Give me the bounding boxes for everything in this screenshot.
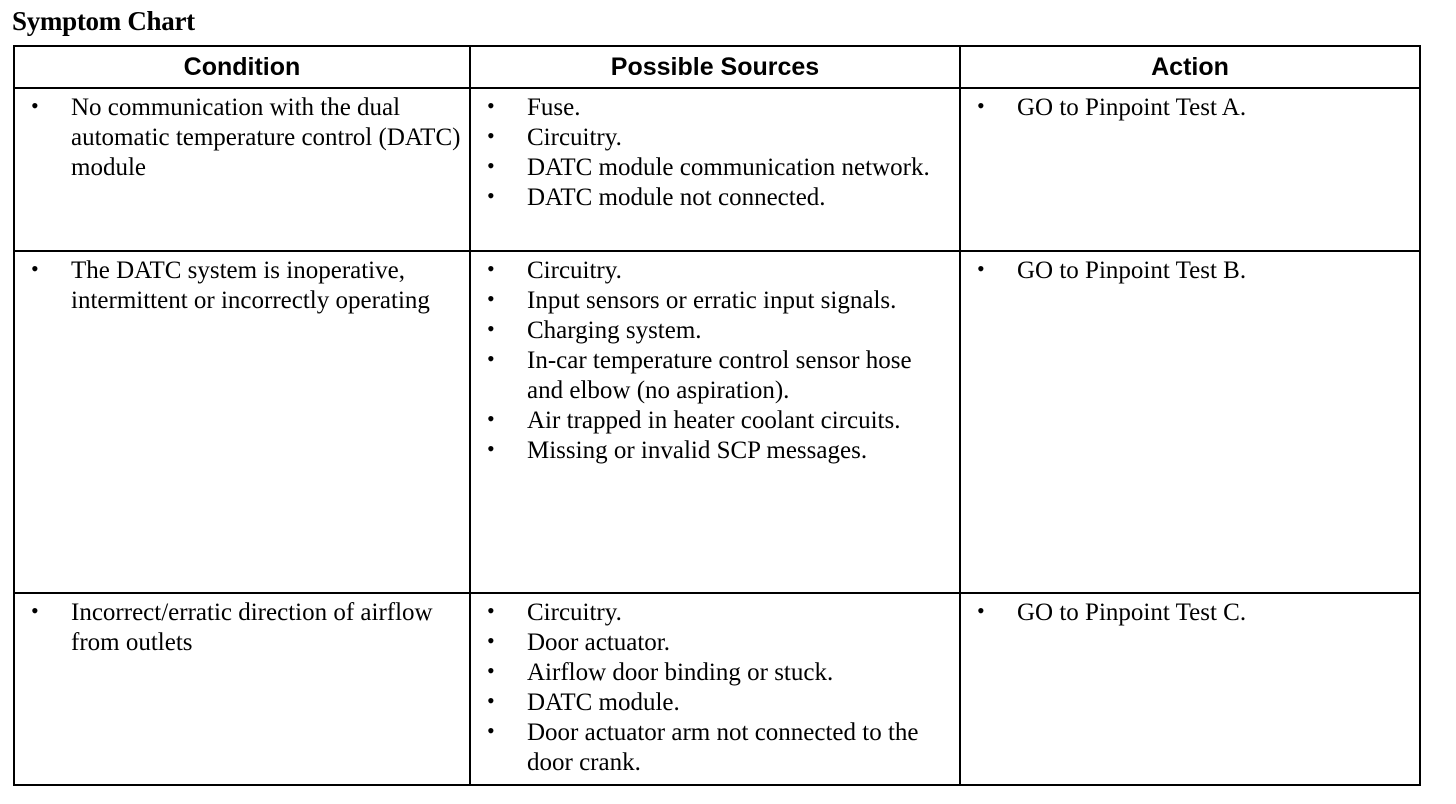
chart-title: Symptom Chart: [12, 6, 195, 36]
source-text: Circuitry.: [527, 124, 622, 151]
list-item: [481, 123, 951, 153]
list-item: [481, 93, 951, 123]
list-item: [481, 628, 951, 658]
list-item: [971, 93, 1411, 123]
list-item: [481, 183, 951, 213]
source-text: Airflow door binding or stuck.: [527, 659, 834, 686]
column-header-action: Action: [960, 46, 1420, 88]
bullet-icon: •: [487, 183, 495, 208]
sources-cell: [470, 593, 960, 785]
bullet-icon: •: [487, 628, 495, 653]
bullet-icon: •: [977, 598, 985, 623]
sources-cell: [470, 251, 960, 593]
source-text: Charging system.: [527, 317, 702, 344]
bullet-icon: •: [487, 256, 495, 281]
condition-text: No communication with the dual automatic temperature control (DATC) module: [71, 94, 461, 181]
list-item: [971, 598, 1411, 628]
bullet-icon: •: [487, 316, 495, 341]
symptom-table: [13, 45, 1421, 786]
source-text: Circuitry.: [527, 257, 622, 284]
bullet-icon: •: [487, 123, 495, 148]
list-item: [481, 153, 951, 183]
list-item: [25, 598, 461, 658]
bullet-icon: •: [487, 346, 495, 371]
bullet-icon: •: [487, 93, 495, 118]
list-item: [25, 256, 461, 316]
action-text: GO to Pinpoint Test A.: [1017, 94, 1247, 121]
table-row: [14, 88, 1420, 251]
list-item: [25, 93, 461, 183]
list-item: [481, 406, 951, 436]
column-header-condition: Condition: [14, 46, 470, 88]
condition-cell: [14, 251, 470, 593]
bullet-icon: •: [977, 256, 985, 281]
table-row: [14, 593, 1420, 785]
source-text: Fuse.: [527, 94, 581, 121]
action-text: GO to Pinpoint Test B.: [1017, 257, 1247, 284]
list-item: [481, 658, 951, 688]
bullet-icon: •: [487, 286, 495, 311]
list-item: [481, 436, 951, 466]
list-item: [481, 346, 951, 406]
list-item: [481, 316, 951, 346]
bullet-icon: •: [31, 598, 39, 623]
bullet-icon: •: [487, 598, 495, 623]
bullet-icon: •: [31, 256, 39, 281]
bullet-icon: •: [487, 436, 495, 461]
list-item: [481, 256, 951, 286]
bullet-icon: •: [487, 153, 495, 178]
condition-text: Incorrect/erratic direction of airflow from outlets: [71, 599, 433, 656]
source-text: DATC module communication network.: [527, 154, 930, 181]
action-text: GO to Pinpoint Test C.: [1017, 599, 1247, 626]
list-item: [481, 688, 951, 718]
source-text: In-car temperature control sensor hose and elbow (no aspiration).: [527, 347, 912, 404]
source-text: Door actuator arm not connected to the door crank.: [527, 719, 919, 776]
bullet-icon: •: [487, 406, 495, 431]
condition-cell: [14, 88, 470, 251]
bullet-icon: •: [31, 93, 39, 118]
source-text: Input sensors or erratic input signals.: [527, 287, 897, 314]
list-item: [481, 286, 951, 316]
source-text: DATC module.: [527, 689, 680, 716]
bullet-icon: •: [977, 93, 985, 118]
list-item: [481, 598, 951, 628]
condition-cell: [14, 593, 470, 785]
source-text: DATC module not connected.: [527, 184, 826, 211]
source-text: Door actuator.: [527, 629, 671, 656]
bullet-icon: •: [487, 688, 495, 713]
action-cell: [960, 88, 1420, 251]
action-cell: [960, 251, 1420, 593]
source-text: Missing or invalid SCP messages.: [527, 437, 868, 464]
source-text: Circuitry.: [527, 599, 622, 626]
list-item: [481, 718, 951, 778]
condition-text: The DATC system is inoperative, intermittent or incorrectly operating: [71, 257, 430, 314]
column-header-possible-sources: Possible Sources: [470, 46, 960, 88]
list-item: [971, 256, 1411, 286]
action-cell: [960, 593, 1420, 785]
source-text: Air trapped in heater coolant circuits.: [527, 407, 901, 434]
bullet-icon: •: [487, 658, 495, 683]
sources-cell: [470, 88, 960, 251]
header-row: [14, 46, 1420, 88]
table-row: [14, 251, 1420, 593]
bullet-icon: •: [487, 718, 495, 743]
